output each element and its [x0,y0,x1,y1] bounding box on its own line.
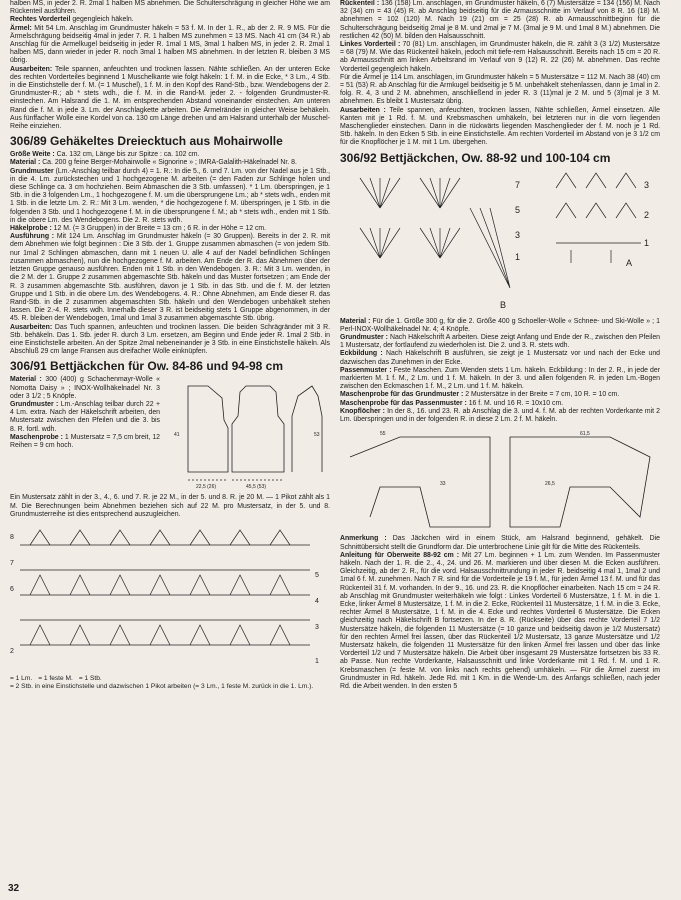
mp-paragraph: Maschenprobe für das Grundmuster : 2 Mustersätze in der Breite = 7 cm, 10 R. = 10 cm. [340,391,620,399]
svg-text:3: 3 [644,179,650,190]
mp2-paragraph: Maschenprobe für das Passenmuster : 16 f. M. und 16 R. = 10x10 cm. [340,399,564,407]
svg-text:26,5: 26,5 [545,481,555,488]
svg-text:6: 6 [10,585,14,593]
haekelprobe-paragraph: Häkelprobe : 12 M. (= 3 Gruppen) in der Breite = 13 cm ; 6 R. in der Höhe = 12 cm. [10,225,267,233]
pass-paragraph: Passenmuster : Feste Maschen. Zum Wenden stets 1 Lm. häkeln. Eckbildung : In der 2. R., in jede der markierten M. 1 f. M., 2 Lm. und 1 f. M. häkeln. In der 3. und allen folgenden R. in jeden Lm.-Bogen zwischen den Eckmaschen 1 f. M., 2 Lm. und 1 f. M. häkeln. [340,366,660,391]
svg-text:4: 4 [315,597,319,605]
svg-text:5: 5 [515,204,521,215]
jacket-91-section [10,376,330,494]
svg-text:33: 33 [440,481,446,488]
left-column [10,0,330,691]
right-column [340,0,660,691]
material-paragraph: Material : Ca. 200 g feine Berger-Mohairwolle « Signorine » ; IMRA-Galalith-Häkelnadel Nr. 8. [10,159,297,167]
svg-text:1: 1 [315,657,319,665]
svg-text:53: 53 [314,432,320,439]
groesse-paragraph: Größe Weite : Ca. 132 cm, Länge bis zur Spitze : ca. 102 cm. [10,151,200,159]
svg-text:2: 2 [10,647,14,655]
mat-paragraph: Material : Für die 1. Größe 300 g, für die 2. Größe 400 g Schoeller-Wolle « Schnee- und Ski-Wolle » ; 1 Perl-INOX-Wollhäkelnadel Nr. 4; 4 Knöpfe. [340,317,660,333]
svg-text:41: 41 [174,432,180,439]
rueck-paragraph: Rückenteil : 136 (158) Lm. anschlagen, im Grundmuster häkeln, 6 (7) Mustersätze = 134 (156) M. Nach 32 (34) cm = 43 (45) R. ab Anschlag beidseitig für die Armausschnitte im Verlauf von 8 R. 16 (18) M. abnehmen = 102 (120) M. Nach 19 (21) cm = 25 (28) R. ab Armausschnittbeginn für die Schulterschrägung beidseitig 2mal je 8 M. und 2mal je 7 M. (3mal je 9 M. und 1mal 8 M.) abnehmen. Die restlichen 42 (50) M. bilden den Halsausschnitt. [340,0,661,40]
anleitung-paragraph: Anleitung für Oberweite 88-92 cm : Mit 27 Lm. beginnen + 1 Lm. zum Wenden. Im Passenmuster häkeln. Nach der 1. R. die 2., 4., 24. und 26. M. markieren und über diesen M. die Ecken ausführen. Gleichzeitig, ab der 2. R., für die vord. Halsausschnittrundung in jeder R. beidseitig 4 mal 1, 1mal 2 und 1mal 6 f. M. zunehmen. Nach 7 R. sind für die Vorderteile je 19 f. M., für jeden Ärmel 13 f. M. und für das Rückenteil 31 f. M. vorhanden. In der 9., 16. und 23. R. die Knopflöcher einarbeiten. Nach 15 cm = 24 R. ab Anschlag mit Grundmuster weiterhäkeln wie folgt : Linkes Vorderteil 6 Mustersätze, 1 f. M. in die 1. Ecke, linker Ärmel 8 Mustersätze, 1 f. M. in die 2. Ecke, Rückenteil 11 Mustersätze, 1 f. M. in die 3. Ecke, rechter Ärmel 8 Mustersätze, 1 f. M. in die 4. Ecke und rechtes Vorderteil 6 Mustersätze. Die Ecken gleichzeitig nach Häkelschrift B fortsetzen. In der 8. R. (Rückseite) über das rechte Vorderteil 7 1/2 Mustersätze häkeln, die folgenden 11 Mustersätze (= 10 ganze und beidseitig davon je 1/2 Mustersatz) für den rechten Ärmel frei lassen, über das Rückenteil 1/2 Mustersatz, 13 ganze Mustersätze und 1/2 Mustersatz häkeln, die folgenden 11 Mustersätze für den linken Ärmel frei lassen und über das linke Vorderteil 1/2 und 7 Mustersätze häkeln. Die Arbeit über insgesamt 29 Mustersätze fortsetzen bis 33 R. ab Passe. Nun rechte Vorderkante, Halsausschnitt und linke Vorderkante mit 1 Rd. f. M. und 1 R. Krebsmaschen (= feste M. von links nach rechts gehend) umhäkeln. — Für die Ärmel zuerst im Grundmuster in Rd. häkeln. Jede Rd. mit 1 Km. in die Wende-Lm. des Anfangs schließen, nach jeder Rd. die Arbeit wenden. In den ersten 5 [340,551,660,690]
jacket-91-schematic [166,376,326,494]
grundmuster-paragraph: Grundmuster (Lm.-Anschlag teilbar durch 4) = 1. R.: In die 5., 6. und 7. Lm. von der Nadel aus je 1 Stb., in die 4. Lm. zurückstechen und 1 hochgezogene M. arbeiten (= den Faden zur Schlinge holen und diese Schlinge ca. 3 cm hochziehen. Beim Abmaschen die 3 Stb. umfassen). * 1 Lm. überspringen, je 1 Stb. in die 3 folgenden Lm., 1 hochgezogene f. M. um die übersprungene Lm.; ab * stets wdh., enden mit 1 Stb. in die letzte Lm. 2. R.: Mit 3 Lm. wenden, * die hochgezogene f. M. überspringen, je 1 Stb. in die folgenden 3 Stb. und 1 hochgezogene f. M. in die übersprungene f. M.; ab * stets wdh., enden mit 1 Stb. in die obere Lm. des Wendebogens. Die 2. R. stets wdh. [10,167,330,224]
heading-306-89: 306/89 Gehäkeltes Dreiecktuch aus Mohairwolle [10,134,283,149]
legend-lm: = 1 Lm. [10,674,33,682]
legend-pikot: = 2 Stb. in eine Einstichstelle und dazwischen 1 Pikot arbeiten (= 3 Lm., 1 feste M. zurück in die 1. Lm.). [10,682,314,690]
svg-text:1: 1 [515,251,521,262]
mp-text2: Ein Mustersatz zählt in der 3., 4., 6. und 7. R. je 22 M., in der 5. und 8. R. je 20 M. — 1 Pikot zählt als 1 M. Die Berechnungen beim Abnehmen beziehen sich auf 22 M. pro Mustersatz, in der 5. und 8. Grundmusterreihe ist dies entsprechend auszugleichen. [10,494,330,518]
legend-fm: = 1 feste M. [38,674,73,682]
intro-text: halben MS, in jeder 2. R. 2mal 1 halben MS abnehmen. Die Schulterschrägung in gleicher Höhe wie am Rückenteil ausführen. [10,0,330,16]
jacket-92-schematic [340,427,660,532]
svg-text:7: 7 [515,179,521,190]
ausarbeiten-paragraph: Ausarbeiten: Teile spannen, anfeuchten und trocknen lassen. Nähte schließen. An der unteren Ecke des rechten Vorderteiles beginnend 1 Muschelkante wie folgt häkeln: 1 f. M. in die Ecke, * 3 Lm., 4 Stb. in die Einstichstelle der f. M. (= 1 Muschel), 1 f. M. in den Kopf des Rand-Stb., bzw. Wendebogens der 2. Grundmuster-R.; ab * stets wdh., die f. M. in die Rand-M. jeder 2. - folgenden Grundmuster-R. einstechen. Am Halsrand die 1. M. im entsprechenden Abstand voneinander einstechen. Am unteren Rand die f. M. in jede 3. Lm. der Anschlagkette arbeiten. Die Ärmelränder in gleicher Weise behäkeln. Aus fünffacher Wolle eine Kordel von ca. 130 cm Länge drehen und am Halsrand unterhalb der Muschel-Reihe einziehen. [10,65,330,131]
legend-91 [10,675,330,691]
legend-stb: = 1 Stb. [78,674,102,682]
svg-text:5: 5 [315,571,319,579]
lv-paragraph: Linkes Vorderteil : 70 (81) Lm. anschlagen, im Grundmuster häkeln, die R. zählt 3 (3 1/2) Mustersätze = 68 (79) M. Wie das Rückenteil häkeln, jedoch mit tiefe-rem Halsausschnitt. Bereits nach 15 cm = 20 R. ab Armausschnitt am linken Arbeitsrand im Verlauf von 9 (12) R. 22 (26) M. abnehmen. Das rechte Vorderteil gegengleich häkeln. [340,41,660,73]
anmerkung-paragraph: Anmerkung : Das Jäckchen wird in einem Stück, am Halsrand beginnend, gehäkelt. Die Schnittübersicht stellt die Grundform dar. Die unterbrochene Linie gilt für die Mitte des Rückenteils. [340,535,661,551]
crochet-chart-91 [10,525,330,675]
heading-306-91: 306/91 Bettjäckchen für Ow. 84-86 und 94-98 cm [10,359,284,374]
svg-text:A: A [626,257,633,268]
svg-text:3: 3 [315,623,319,631]
svg-text:22,5 (26): 22,5 (26) [196,484,217,491]
crochet-chart-92 [340,168,540,318]
arm-paragraph: Für die Ärmel je 114 Lm. anschlagen, im Grundmuster häkeln = 5 Mustersätze = 112 M. Nach 38 (40) cm = 51 (53) R. ab Anschlag für die Armkugel beidseitig je 5 M. unbehäkelt stehenlassen, dann je 1mal in 2. folg. R. 4, 3 und 2 M. abnehmen, anschließend in jeder R. 3 (11)mal je 2 M. und 5 (3)mal je 3 M. abnehmen. Es bleibt 1 Mustersatz übrig. [340,73,660,106]
rv-paragraph: Rechtes Vorderteil gegengleich häkeln. [10,16,134,24]
gm-paragraph: Grundmuster : Nach Häkelschrift A arbeiten. Diese zeigt Anfang und Ende der R., zwischen den Pfeilen 1 Mustersatz, der fortlaufend zu wiederholen ist. Die 2. und 3. R. stets wdh. [340,334,660,350]
svg-text:2: 2 [644,209,650,220]
svg-text:B: B [500,299,507,310]
eck-paragraph: Eckbildung : Nach Häkelschrift B ausführen, sie zeigt je 1 Mustersatz vor und nach der Ecke und dazwischen das Zunehmen in der Ecke. [340,350,660,366]
crochet-chart-92-a [546,168,656,268]
svg-text:55: 55 [380,431,386,438]
svg-text:45,5 (53): 45,5 (53) [246,484,267,491]
page-number: 32 [8,883,20,894]
ausfuehrung-paragraph: Ausführung : Mit 124 Lm. Anschlag im Grundmuster häkeln (= 30 Gruppen). Bereits in der 2. R. mit dem Abnehmen wie folgt beginnen : Die 3 Stb. der 1. Gruppe zusammen abmaschen (= von jedem Stb. nur 1mal 2 Schlingen abmaschen, dann mit 1 neuen U. alle 4 auf der Nadel befindlichen Schlingen zusammen abmaschen), nun die hochgezogene f. M. arbeiten. Am Ende der R. das Abnehmen über der letzten Gruppe genauso ausführen. Enden mit 1 Stb. in den Wendebogen. 3. R.: Mit 3 Lm. wenden, in die 2 M. der 1. Gruppe 2 zusammen abgemaschte Stb. häkeln und das Muster fortsetzen ; am Ende der R. 3 zusammen abgemaschte Stb. ausführen, davon je 1 Stb. in das Stb. und die f. M. der letzten Gruppe und 1 Stb. in die obere Lm. des Wendebogens. 4. R.: Ohne Abnehmen, am Ende dieser R. das Rand-Stb. in die 2 zusammen abgemaschten Stb. häkeln und den Wendebogen unbehäkelt stehen lassen. Die 2.-4. R. stets wdh. Innerhalb dieser 3 R. ist beidseitig stets 1 Gruppe abgenommen, in der 45. R. bleiben der Wendebogen, 1mal und 1mal 3 zusammen abgemaschte Stb. übrig. [10,233,330,323]
knopf-paragraph: Knopflöcher : In der 8., 16. und 23. R. ab Anschlag die 3. und 4. f. M. ab der rechten Vorderkante mit 2 Lm. überspringen und in der folgenden R. in diese 2 Lm. 2 f. M. häkeln. [340,407,660,424]
svg-text:61,5: 61,5 [580,431,590,438]
chart-92-section [340,168,660,318]
armel-paragraph: Ärmel: Mit 54 Lm. Anschlag im Grundmuster häkeln = 53 f. M. In der 1. R., ab der 2. R. 9 MS. Für die Ärmelschrägung beidseitig 4mal in jeder 7. R. 1 halben MS zunehmen = 13 MS. Nach 41 cm (34 R.) ab Anschlag für die Armelkugel beidseitig in jeder R. 1mal 1 MS, 3mal 1 halben MS, in jeder 2. R. 2mal 1 halben MS, dann wieder in jeder R. noch 3mal 1 halben MS abnehmen. In der letzten R. bleiben 3 MS übrig. [10,24,330,65]
svg-text:1: 1 [644,237,650,248]
jacket-91-text: Material : 300 (400) g Schachenmayr-Wolle « Nomotta Daisy » ; INOX-Wollhäkelnadel Nr. 3 oder 3 1/2 ; 5 Knöpfe. Grundmuster : Lm.-Anschlag teilbar durch 22 + 4 Lm. extra. Nach der Häkelschrift arbeiten, den Mustersatz zwischen den Pfeilen und die 3. bis 8. R. fortl. wdh. Maschenprobe : 1 Mustersatz = 7,5 cm breit, 12 Reihen = 9 cm hoch. [10,376,161,449]
ausarbeiten2-paragraph: Ausarbeiten: Das Tuch spannen, anfeuchten und trocknen lassen. Die beiden Schrägränder mit 3 R. Stb. behäkeln. Das 1. Stb. jeder R. durch 3 Lm. ersetzen, am Beginn und Ende jeder R. 1mal 2 Stb. in eine Einstichstelle arbeiten. An der Spitze 2mal nebeneinander je 3 Stb. in eine Einstichstelle häkeln. Als Abschluß 29 cm lange Fransen aus dreifacher Wolle einknüpfen. [10,323,330,356]
svg-text:7: 7 [10,559,14,567]
ausarb-right-paragraph: Ausarbeiten : Teile spannen, anfeuchten, trocknen lassen, Nähte schließen, Ärmel einsetzen. Alle Kanten mit je 1 Rd. f. M. und Krebsmaschen umhäkeln, bei letzteren nur in die vorn liegenden Maschenglieder einstechen. Dann in die rückwärts liegenden Maschenglieder der f. M. noch je 1 Rd. Stb. häkeln. In den Ecken 5 Stb. in eine Einstichstelle. Am rechten Vorderteil im Abstand von je 3 1/2 cm für die Knopflöcher je 1 M. mit 1 Lm. übergehen. [340,106,660,147]
heading-306-92: 306/92 Bettjäckchen, Ow. 88-92 und 100-104 cm [340,150,611,165]
svg-text:3: 3 [515,229,521,240]
svg-text:8: 8 [10,533,14,541]
